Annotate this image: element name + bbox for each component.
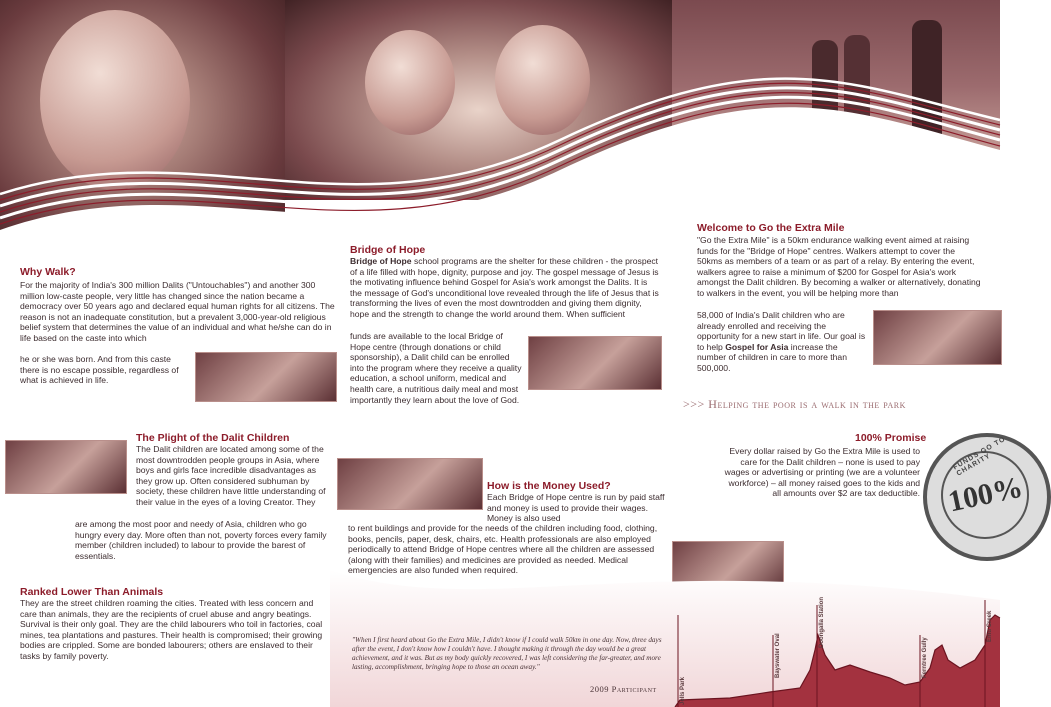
stamp-number: 100%: [944, 470, 1026, 519]
photo-classroom: [337, 458, 483, 510]
welcome-body-continued: [697, 310, 867, 374]
quote-attribution: 2009 Participant: [590, 684, 657, 694]
bridge-of-hope-body-continued: funds are available to the local Bridge of Hope centre (through donations or child sponsorship), a Dalit child can be enrolled into the program where they receive a quality education, a school uniform, medical and health care, a nutritious daily meal and most importantly they learn about the love of God.: [350, 331, 522, 405]
checkpoint-label: Bayswater Oval: [775, 633, 781, 678]
bridge-of-hope-text: school programs are the shelter for these children - the prospect of a life filled with hope, dignity, purpose and joy. The gospel message of Jesus is the motivating influence behind Gospel for Asia's work amongst the Dalits. It is the message of God's unconditional love revealed through the life of Jesus that is transforming the lives of even the most downtrodden and giving them dignity, hope and the strength to change the world around them. When sufficient: [350, 256, 659, 319]
why-walk-body-continued: he or she was born. And from this caste there is no escape possible, regardless of what is achieved in life.: [20, 354, 179, 386]
checkpoint-label: Ferntree Gully: [922, 637, 928, 678]
bridge-of-hope-body: [350, 256, 660, 320]
checkpoint-label: Jells Park: [680, 676, 686, 705]
photo-dalit-children: [5, 440, 127, 494]
plight-body: The Dalit children are located among some of the most downtrodden people groups in Asia, where boys and girls face incredible disadvantages as they grow up. Often considered subhuman by society, these children have little understanding of their value in the eyes of a loving Creator. They: [136, 444, 326, 507]
promise-heading: 100% Promise: [855, 432, 927, 444]
charity-stamp: [923, 433, 1051, 561]
why-walk-body: For the majority of India's 300 million Dalits ("Untouchables") and another 300 million low-caste people, very little has changed since the nation became a democracy over 50 years ago and declared equal human rights for all citizens. The reason is not an inadequate constitution, but a prevalent 3,000-year-old religious belief system that determines the value of an individual and what he/she can do in life based on the caste into which: [20, 280, 335, 343]
tagline: >>> Helping the poor is a walk in the park: [683, 397, 906, 411]
ranked-heading: Ranked Lower Than Animals: [20, 586, 164, 598]
welcome-body: "Go the Extra Mile" is a 50km endurance walking event aimed at raising funds for the "Bridge of Hope" centres. Walkers attempt to cover the 50kms as members of a team or as part of a relay. By entering the event, walkers agree to raise a minimum of $200 for Gospel for Asia's work amongst the Dalit children. By becoming a walker or alternatively, donating to walkers in the event, you will be helping more than: [697, 235, 981, 298]
bridge-of-hope-heading: Bridge of Hope: [350, 244, 426, 256]
money-body: Each Bridge of Hope centre is run by paid staff and money is used to provide their wages. Money is also used: [487, 492, 665, 524]
photo-children-group: [528, 336, 662, 390]
participant-quote: "When I first heard about Go the Extra Mile, I didn't know if I could walk 50km in one day. Now, three days after the event, I don't know how I couldn't have. I thought making it through the day would be a great achievement, and it was. But as my body quickly recovered, I was left considering the far-greater, and more lasting, accomplishment, bringing hope to those an ocean away.": [352, 636, 662, 671]
why-walk-heading: Why Walk?: [20, 266, 76, 278]
plight-heading: The Plight of the Dalit Children: [136, 432, 290, 444]
stamp-ring-text: FUNDS GO TO CHARITY: [952, 435, 1008, 478]
ranked-body: They are the street children roaming the cities. Treated with less concern and care than animals, they are the recipients of cruel abuse and angry beatings. Survival is their only goal. They are the child labourers who toil in factories, coal mines, tea plantations and pastures. Their health is compromised; their growing bodies are crippled. Some are bonded labourers; others are enslaved to their tasks by family poverty.: [20, 598, 323, 661]
photo-event-banner: [873, 310, 1002, 365]
checkpoint-label: Doongalla Station: [819, 597, 825, 648]
promise-body: Every dollar raised by Go the Extra Mile is used to care for the Dalit children – none is used to pay wages or advertising or printing (we are a volunteer workforce) – all money raised goes to the kids and all amounts over $2 are tax deductible.: [724, 446, 920, 499]
money-body-continued: to rent buildings and provide for the needs of the children including food, clothing, books, pencils, paper, desk, chairs, etc. Health professionals are also employed periodically to attend Bridge of Hope centres where all the children are assessed (along with their families) and medicines are provided as needed. Medical emergencies are also funded when required.: [348, 523, 658, 576]
plight-body-continued: are among the most poor and needy of Asia, children who go hungry every day. More often than not, poverty forces every family member (children included) to labour to provide the barest of essentials.: [75, 519, 327, 561]
welcome-text-a: 58,000 of India's Dalit children who are already enrolled and receiving the opportunity for a new start in life. Our goal is to help: [697, 310, 866, 352]
welcome-bold-gfa: Gospel for Asia: [725, 341, 789, 352]
elevation-profile: [330, 560, 1000, 707]
bridge-of-hope-lead: Bridge of Hope: [350, 256, 412, 266]
checkpoint-label: Emu Creek: [987, 610, 993, 642]
welcome-text-b: increase the number of children in care to more than 500,000.: [697, 341, 847, 373]
photo-child-portrait: [195, 352, 337, 402]
money-heading: How is the Money Used?: [487, 480, 611, 492]
welcome-heading: Welcome to Go the Extra Mile: [697, 222, 845, 234]
